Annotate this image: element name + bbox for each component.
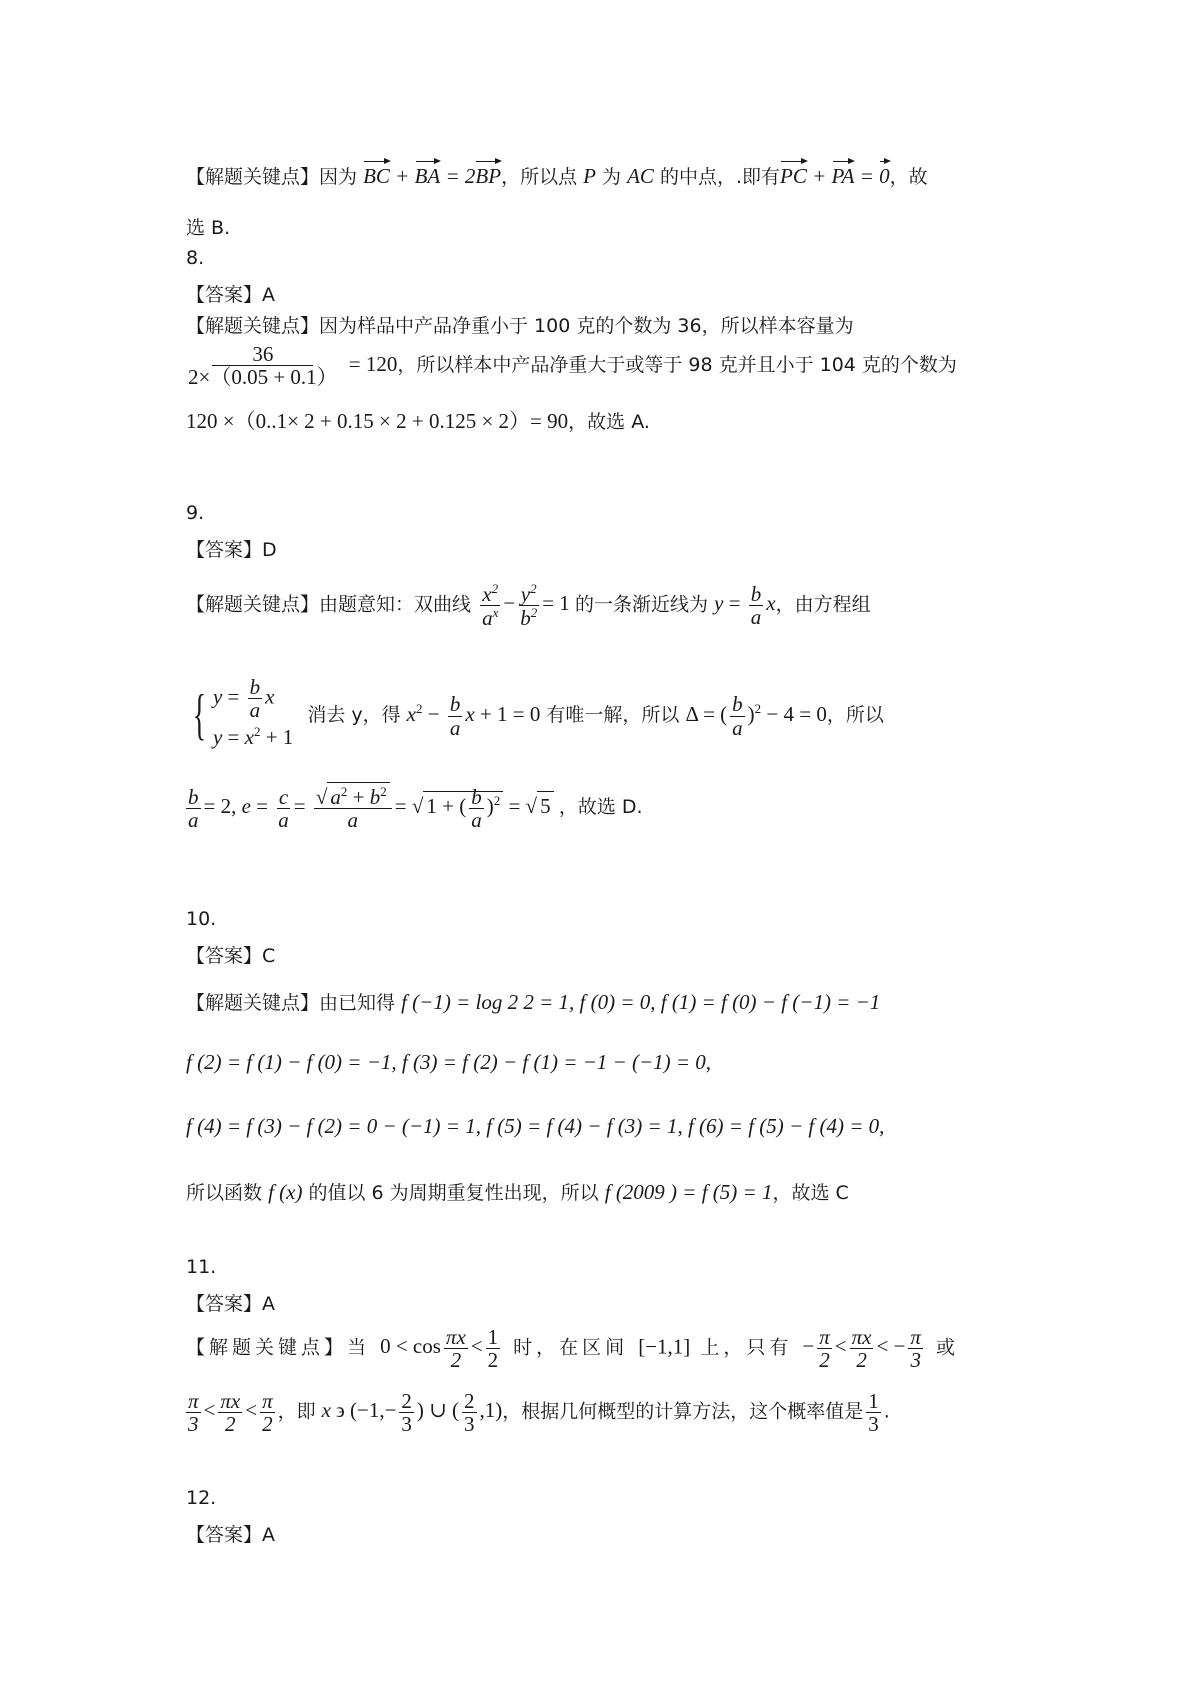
q10-answer: 【答案】C: [186, 945, 276, 967]
probability-value: $\frac{1}{3}$: [868, 1389, 879, 1437]
asymptote-equation: y = $\frac{b}{a}$ x: [714, 582, 776, 630]
solution-set: x ϶ (−1,− $\frac{2}{3}$ ) ∪ ( $\frac{2}{3}$ ,1): [321, 1389, 503, 1437]
q11-key-2: $\frac{\pi}{3}$ < $\frac{\pi x}{2}$ < $\frac{\pi}{2}$ ，即 x ϶ (−1,− $\frac{2}{3}$ ) ∪ ( $\frac{2}{3}$ ,1)，根据几何概型的计算方法，这个概率值是 $\frac{1}{3}$ .: [188, 1389, 890, 1437]
q11-number: 11.: [186, 1256, 217, 1278]
q7-line-2: 选 B.: [186, 217, 231, 239]
q10-eq-3: f (4) = f (3) − f (2) = 0 − (−1) = 1, f (5) = f (4) − f (3) = 1, f (6) = f (5) − f (4) = 0,: [186, 1114, 885, 1138]
q8-key-2: $\frac{36}{2\times(0.05 + 0.1)}$ = 120，所以样本中产品净重大于或等于 98 克并且小于 104 克的个数为: [188, 342, 957, 390]
eccentricity-equation: $\frac{b}{a}$ = 2, e = $\frac{c}{a}$ = $\frac{√ a^2 + b^2}{a}$ = √ 1 + ( $\frac{b}{a}$ )$^2$ = √ 5: [186, 794, 559, 818]
q11-answer: 【答案】A: [186, 1293, 275, 1315]
q12-answer: 【答案】A: [186, 1524, 275, 1546]
discriminant-equation: Δ = ( $\frac{b}{a}$ )$^2$ − 4 = 0: [685, 692, 827, 740]
q8-key-3: 120 ×（0..1× 2 + 0.15 × 2 + 0.125 × 2）= 90，故选 A.: [186, 409, 650, 433]
quadratic-equation: $x^2$ − $\frac{b}{a}$ x + 1 = 0: [406, 692, 541, 740]
q7-line-1: 【解题关键点】因为 BC + BA = 2BP，所以点 P 为 AC 的中点，.即有PC + PA = 0，故: [186, 158, 928, 189]
q9-key-3: $\frac{b}{a}$ = 2, e = $\frac{c}{a}$ = $\frac{√ a^2 + b^2}{a}$ = √ 1 + ( $\frac{b}{a}$ )$^2$ = √ 5 ，故选 D.: [188, 784, 643, 833]
sample-size-fraction: $\frac{36}{2\times(0.05 + 0.1)}$: [188, 342, 338, 390]
q8-number: 8.: [186, 247, 205, 269]
q10-eq-2: f (2) = f (1) − f (0) = −1, f (3) = f (2) − f (1) = −1 − (−1) = 0,: [186, 1050, 712, 1074]
q10-number: 10.: [186, 908, 217, 930]
q10-key-1: 【解题关键点】由已知得 f (−1) = log 2 2 = 1, f (0) = 0, f (1) = f (0) − f (−1) = −1: [186, 990, 881, 1014]
inequality-range-2: $\frac{\pi}{3}$ < $\frac{\pi x}{2}$ < $\frac{\pi}{2}$: [188, 1389, 273, 1437]
q9-number: 9.: [186, 502, 205, 524]
hyperbola-equation: $\frac{x^2}{a^x}$ − $\frac{y^2}{b^2}$ = 1: [482, 581, 576, 631]
cos-inequality: 0 < cos $\frac{\pi x}{2}$ < $\frac{1}{2}$: [380, 1325, 499, 1373]
q8-key-1: 【解题关键点】因为样品中产品净重小于 100 克的个数为 36，所以样本容量为: [186, 315, 854, 337]
q9-key-1: 【解题关键点】由题意知：双曲线 $\frac{x^2}{a^x}$ − $\frac{y^2}{b^2}$ = 1 的一条渐近线为 y = $\frac{b}{a}$ x，由方程组: [186, 581, 871, 631]
q9-key-2: { y = $\frac{b}{a}$ x $y = x^2 + 1$ 消去 y，得 $x^2$ − $\frac{b}{a}$ x + 1 = 0 有唯一解，所以 Δ = ( $\frac{b}{a}$ )$^2$ − 4 = 0，所以: [186, 676, 884, 755]
q10-key-4: 所以函数 f (x) 的值以 6 为周期重复性出现，所以 f (2009 ) = f (5) = 1，故选 C: [186, 1180, 849, 1204]
inequality-range-1: − $\frac{\pi}{2}$ < $\frac{\pi x}{2}$ < − $\frac{\pi}{3}$: [802, 1325, 921, 1373]
q8-answer: 【答案】A: [186, 284, 275, 306]
q11-key-1: 【解题关键点】当 0 < cos $\frac{\pi x}{2}$ < $\frac{1}{2}$ 时，在区间 [−1,1] 上，只有 − $\frac{\pi}{2}$ < $\frac{\pi x}{2}$ < − $\frac{\pi}{3}$ 或: [186, 1325, 960, 1373]
vector-equation: BC + BA = 2BP: [363, 164, 501, 188]
vector-sum-zero: PC + PA = 0: [780, 164, 890, 188]
left-brace: {: [192, 684, 207, 747]
q12-number: 12.: [186, 1487, 217, 1509]
q9-answer: 【答案】D: [186, 539, 277, 561]
equation-system: y = $\frac{b}{a}$ x $y = x^2 + 1$: [212, 675, 294, 750]
